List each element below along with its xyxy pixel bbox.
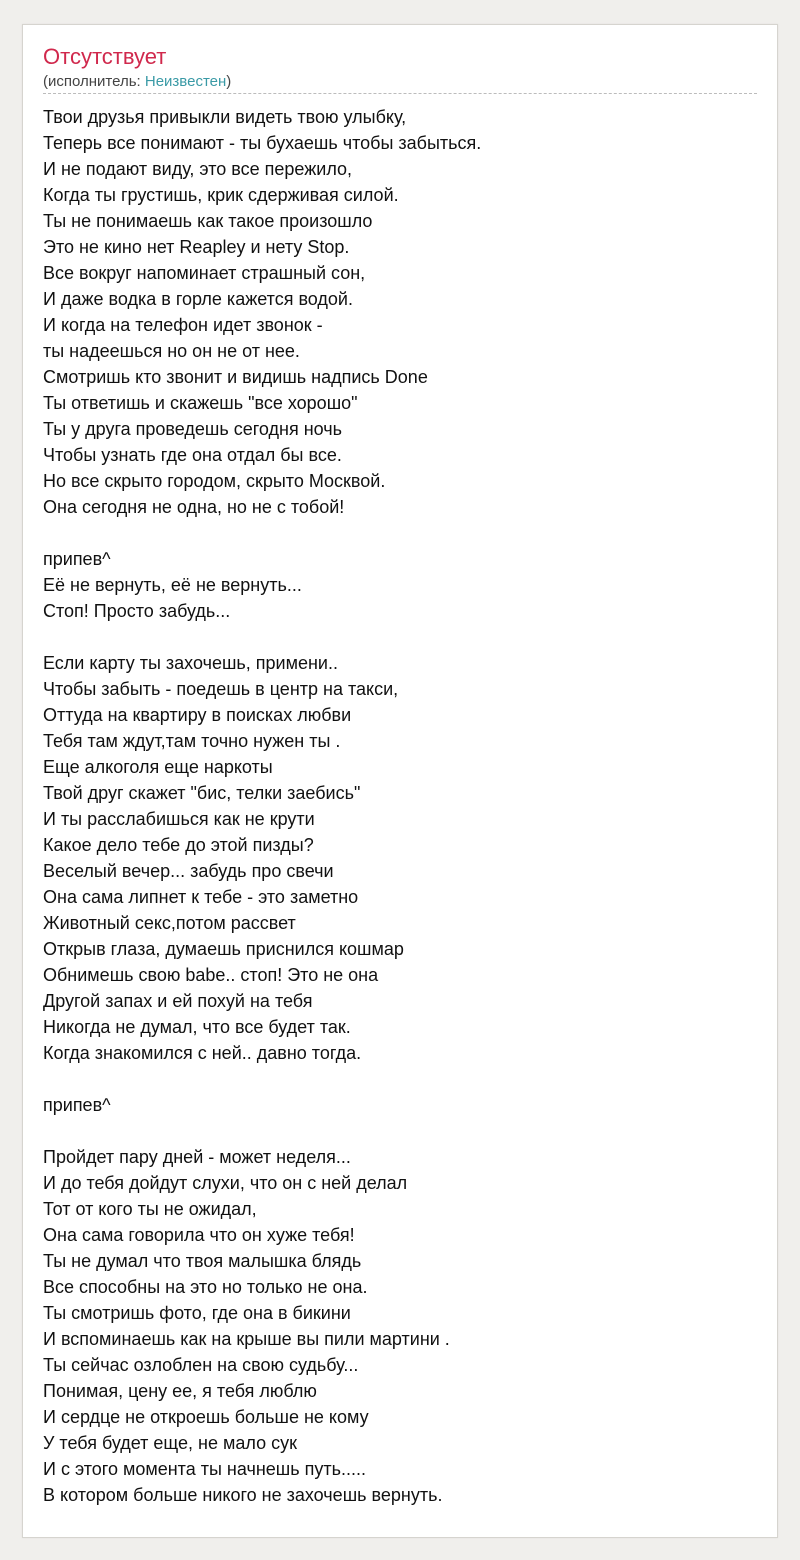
lyric-line: припев^ [43, 549, 111, 569]
lyric-line: припев^ [43, 1095, 111, 1115]
lyric-line: Какое дело тебе до этой пизды? [43, 835, 314, 855]
lyric-line: ты надеешься но он не от нее. [43, 341, 300, 361]
lyric-line: Это не кино нет Reapley и нету Stop. [43, 237, 350, 257]
lyric-line: Ты смотришь фото, где она в бикини [43, 1303, 351, 1323]
lyric-line: Еще алкоголя еще наркоты [43, 757, 273, 777]
lyric-line: Животный секс,потом рассвет [43, 913, 296, 933]
lyric-line: Когда ты грустишь, крик сдерживая силой. [43, 185, 399, 205]
stanza-break [43, 520, 753, 546]
lyric-line: И до тебя дойдут слухи, что он с ней делал [43, 1173, 408, 1193]
artist-line [43, 72, 231, 92]
lyric-line: Ты не понимаешь как такое произошло [43, 211, 373, 231]
stanza-break [43, 624, 753, 650]
lyric-line: Ты не думал что твоя малышка блядь [43, 1251, 362, 1271]
lyric-line: Никогда не думал, что все будет так. [43, 1017, 351, 1037]
stanza-break [43, 1066, 753, 1092]
lyric-line: Тебя там ждут,там точно нужен ты . [43, 731, 341, 751]
lyric-line: И с этого момента ты начнешь путь..... [43, 1459, 366, 1479]
lyric-line: Её не вернуть, её не вернуть... [43, 575, 302, 595]
lyric-line: Понимая, цену ее, я тебя люблю [43, 1381, 317, 1401]
lyric-line: Другой запах и ей похуй на тебя [43, 991, 313, 1011]
lyric-line: Все вокруг напоминает страшный сон, [43, 263, 366, 283]
lyric-line: Она сама говорила что он хуже тебя! [43, 1225, 355, 1245]
lyric-line: Смотришь кто звонит и видишь надпись Done [43, 367, 428, 387]
lyric-line: И сердце не откроешь больше не кому [43, 1407, 369, 1427]
lyric-line: Но все скрыто городом, скрыто Москвой. [43, 471, 386, 491]
title-divider [43, 93, 757, 94]
artist-prefix: (исполнитель: [43, 73, 145, 90]
lyrics-card [22, 24, 778, 1538]
lyric-line: Пройдет пару дней - может неделя... [43, 1147, 351, 1167]
lyric-line: Теперь все понимают - ты бухаешь чтобы забыться. [43, 133, 482, 153]
artist-suffix: ) [226, 73, 232, 90]
lyric-line: Оттуда на квартиру в поисках любви [43, 705, 352, 725]
lyrics-text [43, 104, 753, 1508]
lyric-line: Она сама липнет к тебе - это заметно [43, 887, 359, 907]
lyric-line: И даже водка в горле кажется водой. [43, 289, 353, 309]
lyric-line: Открыв глаза, думаешь приснился кошмар [43, 939, 404, 959]
artist-link[interactable]: Неизвестен [144, 73, 227, 90]
stanza-break [43, 1118, 753, 1144]
lyric-line: Все способны на это но только не она. [43, 1277, 368, 1297]
lyric-line: Твои друзья привыкли видеть твою улыбку, [43, 107, 407, 127]
lyric-line: Веселый вечер... забудь про свечи [43, 861, 334, 881]
lyric-line: И ты расслабишься как не крути [43, 809, 315, 829]
lyric-line: У тебя будет еще, не мало сук [43, 1433, 297, 1453]
lyric-line: Твой друг скажет "бис, телки заебись" [43, 783, 361, 803]
lyric-line: Стоп! Просто забудь... [43, 601, 231, 621]
lyric-line: И когда на телефон идет звонок - [43, 315, 323, 335]
lyric-line: Ты сейчас озлоблен на свою судьбу... [43, 1355, 359, 1375]
lyric-line: Чтобы узнать где она отдал бы все. [43, 445, 342, 465]
lyric-line: Если карту ты захочешь, примени.. [43, 653, 338, 673]
lyric-line: В котором больше никого не захочешь вернуть. [43, 1485, 443, 1505]
lyric-line: Обнимешь свою babe.. стоп! Это не она [43, 965, 379, 985]
lyric-line: И не подают виду, это все пережило, [43, 159, 353, 179]
lyric-line: И вспоминаешь как на крыше вы пили мартини . [43, 1329, 450, 1349]
lyric-line: Когда знакомился с ней.. давно тогда. [43, 1043, 362, 1063]
song-title: Отсутствует [43, 44, 167, 69]
lyric-line: Она сегодня не одна, но не с тобой! [43, 497, 345, 517]
lyric-line: Ты у друга проведешь сегодня ночь [43, 419, 343, 439]
lyric-line: Ты ответишь и скажешь "все хорошо" [43, 393, 358, 413]
lyric-line: Чтобы забыть - поедешь в центр на такси, [43, 679, 399, 699]
lyric-line: Тот от кого ты не ожидал, [43, 1199, 257, 1219]
